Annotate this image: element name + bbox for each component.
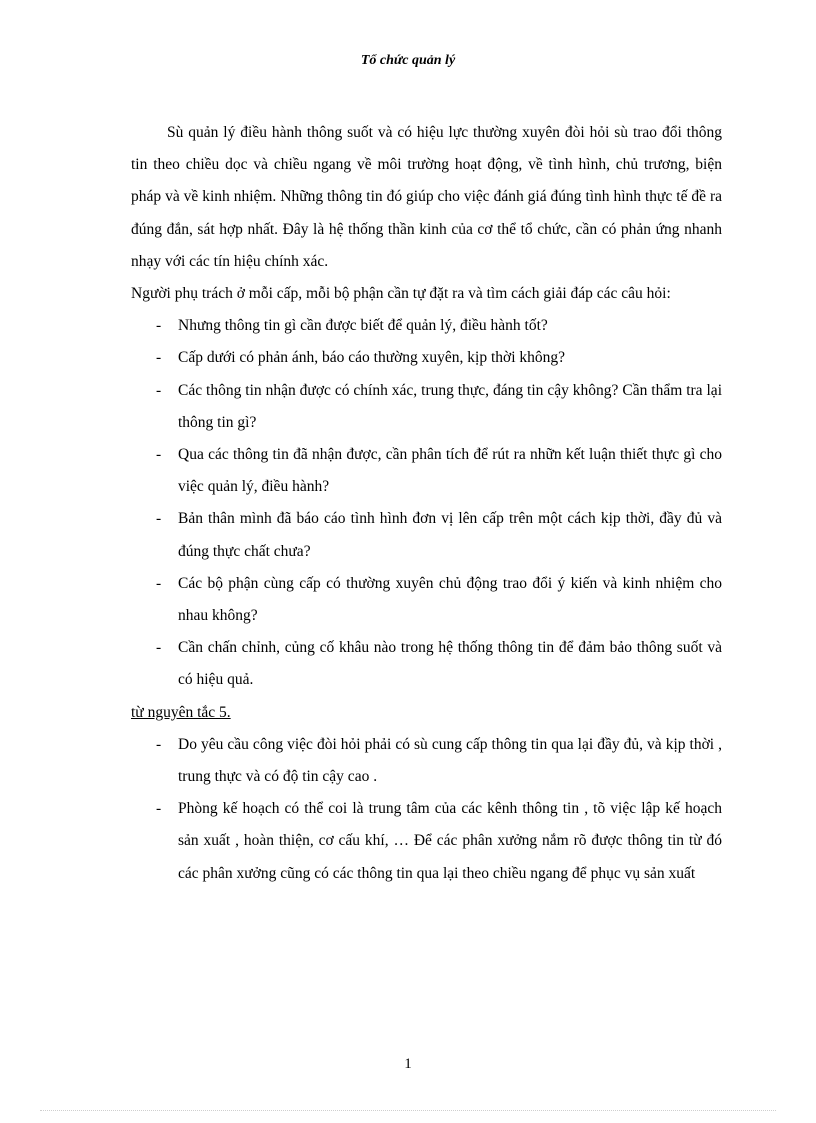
section-heading-text: từ nguyên tắc 5. [131, 703, 231, 721]
question-item [131, 342, 722, 374]
page-bottom-divider [40, 1110, 776, 1111]
page-number: 1 [404, 1056, 412, 1072]
page-title: Tổ chức quản lý [360, 53, 456, 68]
bullet-dash: - [156, 639, 162, 657]
question-text: Cấp dưới có phản ánh, báo cáo thường xuyên, kịp thời không? [178, 349, 566, 367]
question-intro: Người phụ trách ở mỗi cấp, mỗi bộ phận cần tự đặt ra và tìm cách giải đáp các câu hỏi: [131, 285, 671, 303]
question-item [131, 632, 722, 696]
question-text: Cần chấn chỉnh, củng cố khâu nào trong hệ thống thông tin để đảm bảo thông suốt và có hiệu quả. [178, 639, 722, 689]
point-item [131, 793, 722, 890]
point-text: Phòng kế hoạch có thể coi là trung tâm của các kênh thông tin , tõ việc lập kế hoạch sản xuất , hoàn thiện, cơ cấu khí, … Để các phân xưởng nắm rõ được thông tin từ đó các phân xưởng cũng có các thông tin qua lại theo chiều ngang để phục vụ sản xuất [178, 800, 722, 882]
point-text: Do yêu cầu công việc đòi hỏi phải có sù cung cấp thông tin qua lại đầy đủ, và kịp thời , trung thực và có độ tin cậy cao . [178, 735, 722, 786]
question-item [131, 439, 722, 503]
question-text: Bản thân mình đã báo cáo tình hình đơn vị lên cấp trên một cách kịp thời, đầy đủ và đúng thực chất chưa? [178, 510, 722, 560]
point-list [131, 729, 722, 890]
bullet-dash: - [156, 317, 162, 335]
bullet-dash: - [156, 735, 162, 753]
question-item [131, 310, 722, 342]
intro-paragraph: Sù quản lý điều hành thông suốt và có hiệu lực thường xuyên đòi hỏi sù trao đổi thông tin theo chiều dọc và chiều ngang về môi trường hoạt động, về tình hình, chủ trương, biện pháp và về kinh nhiệm. Những thông tin đó giúp cho việc đánh giá đúng tình hình thực tế đề ra đúng đắn, sát hợp nhất. Đây là hệ thống thần kinh của cơ thể tổ chức, cần có phản ứng nhanh nhạy với các tín hiệu chính xác. [131, 124, 722, 270]
document-body [131, 117, 722, 890]
bullet-dash: - [156, 510, 162, 528]
question-text: Qua các thông tin đã nhận được, cần phân tích để rút ra nhữn kết luận thiết thực gì cho việc quản lý, điều hành? [178, 446, 722, 496]
question-text: Nhưng thông tin gì cần được biết để quản lý, điều hành tốt? [178, 317, 548, 335]
bullet-dash: - [156, 349, 162, 367]
bullet-dash: - [156, 574, 162, 592]
bullet-dash: - [156, 381, 162, 399]
question-text: Các thông tin nhận được có chính xác, trung thực, đáng tin cậy không? Cần thẩm tra lại thông tin gì? [178, 381, 722, 431]
bullet-dash: - [156, 446, 162, 464]
question-text: Các bộ phận cùng cấp có thường xuyên chủ động trao đổi ý kiến và kinh nhiệm cho nhau không? [178, 574, 722, 625]
point-item [131, 729, 722, 793]
question-item [131, 375, 722, 439]
question-item [131, 503, 722, 567]
question-item [131, 568, 722, 632]
question-list [131, 310, 722, 696]
section-heading [131, 697, 722, 729]
bullet-dash: - [156, 800, 162, 818]
